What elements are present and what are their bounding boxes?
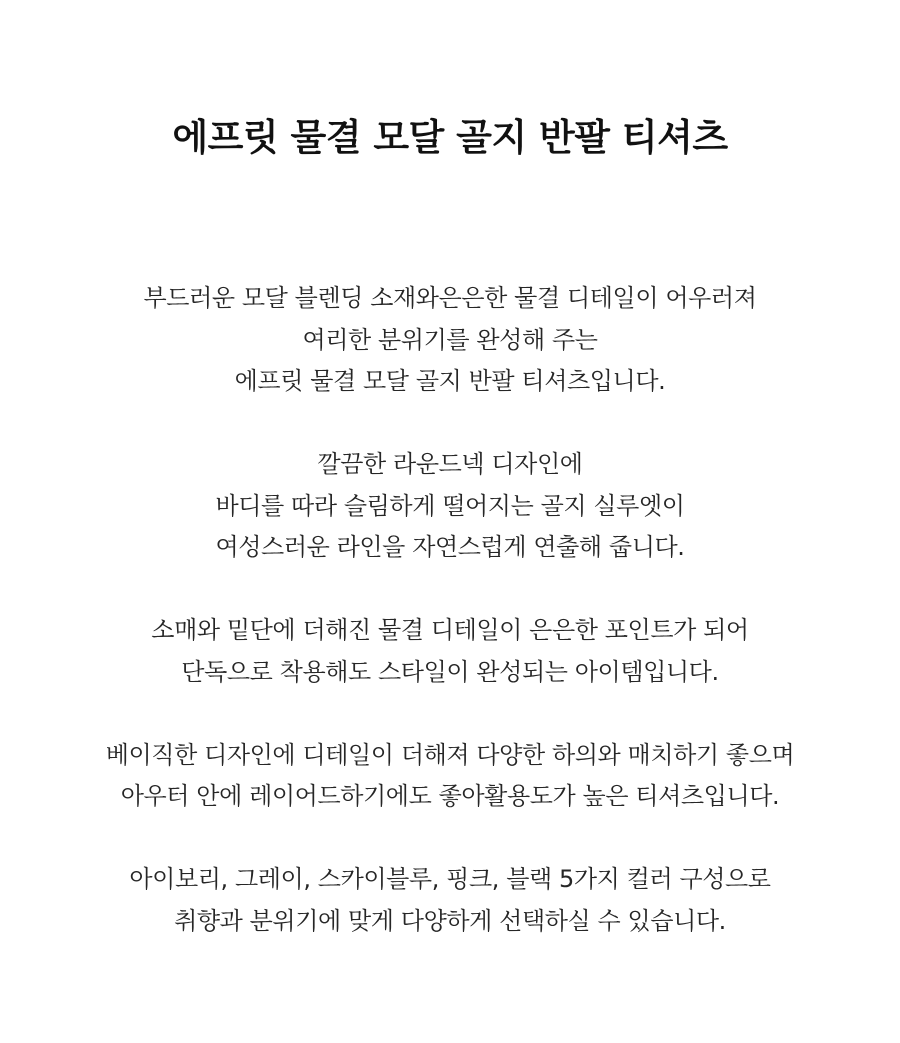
description-line: 소매와 밑단에 더해진 물결 디테일이 은은한 포인트가 되어: [151, 616, 749, 644]
product-title: 에프릿 물결 모달 골지 반팔 티셔츠: [172, 116, 728, 159]
description-line: 에프릿 물결 모달 골지 반팔 티셔츠입니다.: [234, 367, 666, 395]
description-line: 부드러운 모달 블렌딩 소재와은은한 물결 디테일이 어우러져: [143, 284, 757, 312]
description-line: 깔끔한 라운드넥 디자인에: [317, 450, 583, 478]
product-description: [40, 278, 860, 984]
description-line: 아이보리, 그레이, 스카이블루, 핑크, 블랙 5가지 컬러 구성으로: [129, 865, 771, 893]
description-paragraph-colors: [40, 859, 860, 942]
description-paragraph-detail: [40, 610, 860, 693]
description-line: 여리한 분위기를 완성해 주는: [302, 325, 598, 354]
description-paragraph-intro: [40, 278, 860, 403]
description-paragraph-fit: [40, 444, 860, 569]
description-line: 아우터 안에 레이어드하기에도 좋아활용도가 높은 티셔츠입니다.: [120, 782, 780, 810]
description-paragraph-styling: [40, 735, 860, 818]
description-line: 단독으로 착용해도 스타일이 완성되는 아이템입니다.: [181, 657, 719, 686]
description-line: 베이직한 디자인에 디테일이 더해져 다양한 하의와 매치하기 좋으며: [105, 740, 795, 769]
description-line: 여성스러운 라인을 자연스럽게 연출해 줍니다.: [215, 533, 685, 561]
description-line: 취향과 분위기에 맞게 다양하게 선택하실 수 있습니다.: [174, 906, 726, 935]
description-line: 바디를 따라 슬림하게 떨어지는 골지 실루엣이: [215, 491, 685, 520]
